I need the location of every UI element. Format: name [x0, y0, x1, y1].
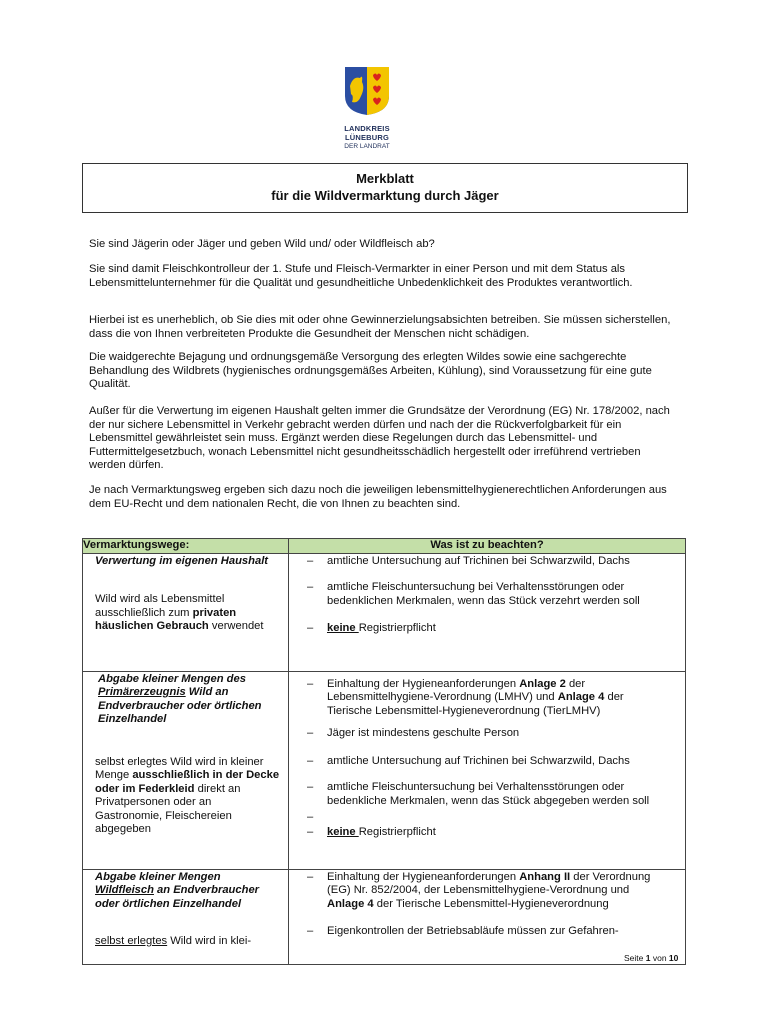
list-item — [289, 871, 685, 912]
marketing-table — [82, 538, 686, 965]
dash-marker: – — [307, 554, 314, 567]
list-item-text: amtliche Fleischuntersuchung bei Verhaltensstörungen oder bedenklichen Merkmalen, wenn das Stück verzehrt werden soll — [327, 581, 640, 607]
row-3-desc-end: Wild wird in klei- — [167, 935, 252, 947]
list-item — [289, 755, 685, 769]
row-3-desc-underlined: selbst erlegtes — [95, 935, 168, 947]
dash-marker: – — [307, 925, 314, 937]
paragraph-5: Außer für die Verwertung im eigenen Haushalt gelten immer die Grundsätze der Verordnung (EG) Nr. 178/2002, nach der nur sichere Lebensmittel in Verkehr gebracht werden dürfen und nach der die Rückverfolgbarkeit für ein Lebensmittel gewährleistet sein muss. Ergänzt werden diese Regelungen durch das Lebensmittel- und Futtermittelgesetzbuch, wonach Lebensmittel nicht gesundheitsschädlich hergestellt oder irreführend vertrieben werden dürfen. — [89, 405, 670, 471]
paragraph-4: Die waidgerechte Bejagung und ordnungsgemäße Versorgung des erlegten Wildes sowie eine sachgerechte Behandlung des Wildbrets (hygienisches ordnungsgemäßes Arbeiten, Kühlung), sind Voraussetzung für eine gute Qualität. — [89, 351, 652, 390]
list-item — [289, 678, 685, 719]
list-item — [289, 781, 685, 808]
paragraph-1: Sie sind Jägerin oder Jäger und geben Wild und/ oder Wildfleisch ab? — [89, 238, 435, 250]
list-item-text: amtliche Untersuchung auf Trichinen bei Schwarzwild, Dachs — [327, 754, 630, 767]
row-3-title — [95, 871, 280, 912]
paragraph-6: Je nach Vermarktungsweg ergeben sich dazu noch die jeweiligen lebensmittelhygienerechtlichen Anforderungen aus dem EU-Recht und dem nationalen Recht, die von Ihnen zu beachten sind. — [89, 484, 667, 510]
list-item-text — [327, 871, 685, 912]
row-2-left — [83, 671, 289, 869]
text-bold: Anhang II — [519, 870, 571, 883]
keyword-keine: keine — [327, 825, 359, 838]
page-title: Merkblatt — [356, 171, 414, 186]
table-header-row — [83, 539, 686, 554]
row-1-desc-bold: privaten häuslichen Gebrauch — [95, 606, 237, 632]
list-item — [289, 622, 685, 636]
row-3-title-underlined: Wildfleisch — [95, 884, 154, 896]
row-1-title: Verwertung im eigenen Haushalt — [95, 554, 269, 567]
list-item-text — [327, 678, 685, 719]
row-1-desc-text: Wild wird als Lebensmittel ausschließlich zum — [95, 593, 225, 619]
row-3-description — [95, 935, 280, 949]
coat-of-arms-icon — [344, 66, 390, 116]
list-item — [289, 811, 685, 825]
row-2-desc-bold: ausschließlich in der Decke oder im Federkleid — [95, 769, 280, 795]
row-3-left — [83, 869, 289, 964]
dash-marker: – — [307, 870, 314, 883]
text-bold: Anlage 4 — [327, 897, 374, 910]
row-2-desc-text: selbst erlegtes Wild wird in kleiner Menge — [95, 755, 264, 781]
table-row — [83, 553, 686, 671]
row-1-right — [289, 553, 686, 671]
dash-marker: – — [307, 677, 314, 690]
text-bold: Anlage 4 — [557, 691, 605, 703]
logo-name: LANDKREIS LÜNEBURG — [344, 124, 390, 142]
dash-marker: – — [307, 825, 314, 838]
list-item-rest: Registrierpflicht — [358, 622, 436, 634]
dash-marker: – — [307, 622, 314, 634]
list-item-rest: Registrierpflicht — [358, 825, 436, 838]
page-number-total: 10 — [668, 953, 679, 963]
table-row — [83, 671, 686, 869]
dash-marker: – — [307, 581, 314, 593]
text-part: der Verordnung (EG) Nr. 852/2004, der Lebensmittelhygiene-Verordnung und — [327, 870, 651, 896]
row-1-description — [95, 593, 280, 634]
row-2-right — [289, 671, 686, 869]
table-row — [83, 869, 686, 964]
dash-marker: – — [307, 754, 314, 767]
row-3-title-end: an Endverbraucher oder örtlichen Einzelhandel — [95, 884, 260, 910]
list-item — [289, 925, 685, 939]
list-item-text — [327, 826, 685, 840]
list-item-text: Eigenkontrollen der Betriebsabläufe müssen zur Gefahren- — [327, 925, 619, 937]
row-2-title — [95, 673, 280, 727]
row-1-desc-end: verwendet — [208, 620, 264, 632]
text-part: Einhaltung der Hygieneanforderungen — [327, 870, 520, 883]
dash-marker: – — [307, 811, 314, 823]
list-item-text — [327, 811, 685, 825]
row-2-desc-end: direkt an Privatpersonen oder an Gastronomie, Fleischereien abgegeben — [95, 782, 241, 835]
list-item-text — [327, 622, 685, 636]
logo — [322, 66, 412, 150]
list-item — [289, 581, 685, 608]
header-notes: Was ist zu beachten? — [289, 539, 686, 554]
page-number-current: 1 — [645, 953, 651, 963]
text-part: Einhaltung der Hygieneanforderungen — [327, 677, 520, 690]
paragraph-3: Hierbei ist es unerheblich, ob Sie dies mit oder ohne Gewinnerzielungsabsichten betreiben. Sie müssen sicherstellen, dass die von Ihnen verbreiteten Produkte die Gesundheit der Menschen nicht schädigen. — [89, 314, 671, 340]
page-number — [624, 953, 678, 963]
keyword-keine: keine — [327, 622, 359, 634]
list-item — [289, 826, 685, 840]
row-2-title-end: Wild an Endverbraucher oder örtlichen Einzelhandel — [98, 686, 262, 725]
title-box — [82, 163, 688, 213]
page-subtitle: für die Wildvermarktung durch Jäger — [271, 188, 499, 203]
text-part: der Tierische Lebensmittel-Hygieneverordnung — [373, 897, 609, 910]
paragraph-2: Sie sind damit Fleischkontrolleur der 1. Stufe und Fleisch-Vermarkter in einer Person und mit dem Status als Lebensmittelunternehmer für die Qualität und gesundheitliche Unbedenklichkeit des Produktes verantwortlich. — [89, 263, 633, 289]
list-item-text: amtliche Untersuchung auf Trichinen bei Schwarzwild, Dachs — [327, 554, 630, 567]
page-number-mid: von — [650, 953, 669, 963]
list-item — [289, 727, 685, 741]
dash-marker: – — [307, 727, 314, 739]
text-part: der Lebensmittelhygiene-Verordnung (LMHV) und — [327, 677, 586, 703]
row-3-title-text: Abgabe kleiner Mengen — [95, 870, 221, 883]
row-2-title-text: Abgabe kleiner Mengen des — [98, 672, 246, 685]
page-number-prefix: Seite — [624, 953, 646, 963]
row-3-right — [289, 869, 686, 964]
header-marketing-ways: Vermarktungswege: — [83, 539, 289, 554]
text-part: der Tierische Lebensmittel-Hygieneverordnung (TierLMHV) — [327, 691, 624, 717]
list-item — [289, 555, 685, 569]
row-2-description — [95, 756, 280, 837]
list-item-text: Jäger ist mindestens geschulte Person — [327, 727, 520, 739]
list-item-text: amtliche Fleischuntersuchung bei Verhaltensstörungen oder bedenkliche Merkmalen, wenn das Stück abgegeben werden soll — [327, 781, 650, 807]
logo-subtitle: DER LANDRAT — [344, 143, 390, 150]
row-1-left — [83, 553, 289, 671]
text-bold: Anlage 2 — [519, 677, 566, 690]
dash-marker: – — [307, 781, 314, 793]
row-2-title-underlined: Primärerzeugnis — [98, 686, 186, 698]
